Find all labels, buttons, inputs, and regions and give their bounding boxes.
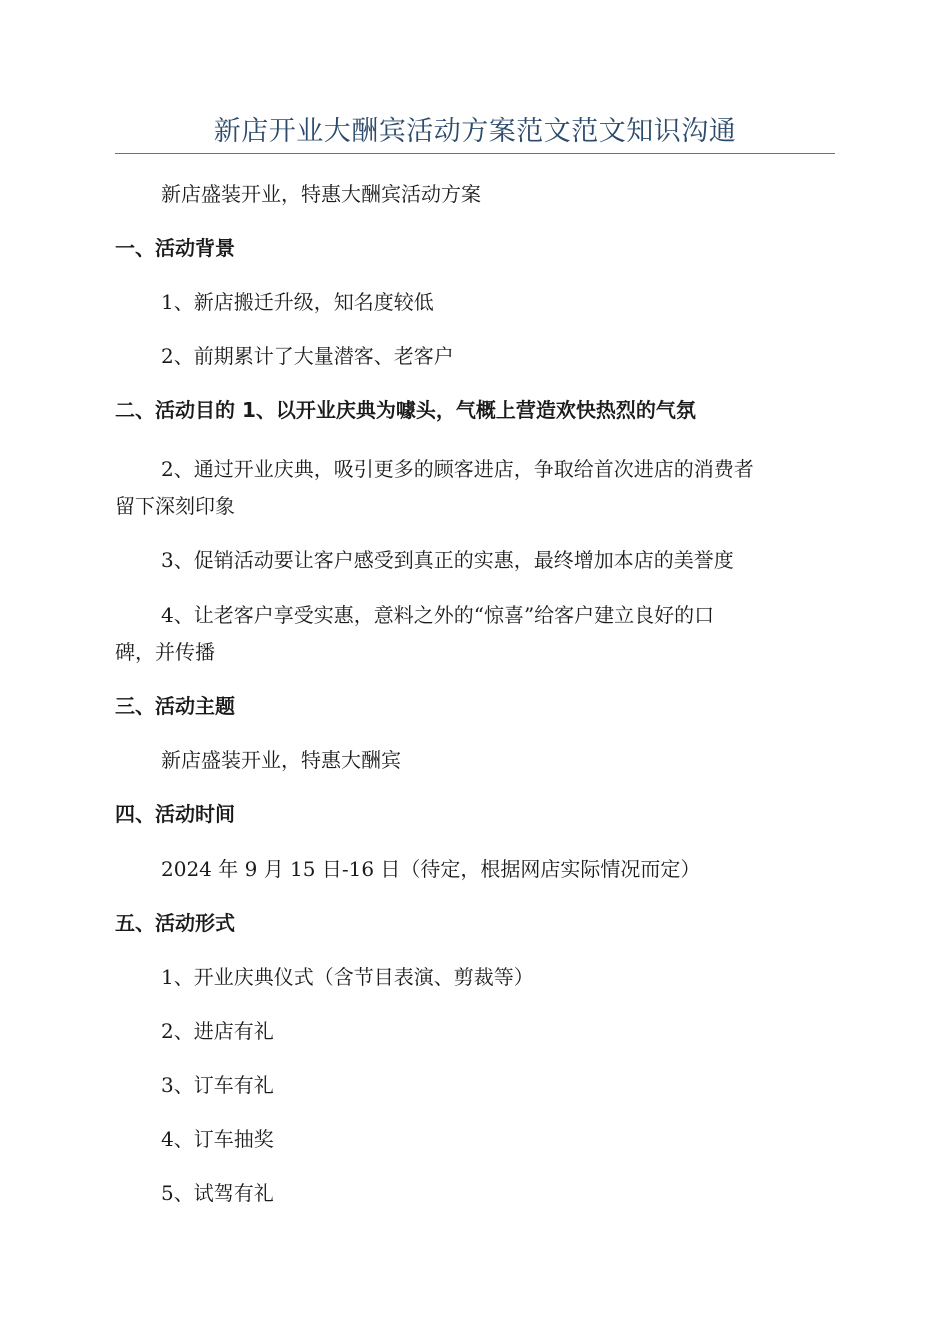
title-underline <box>115 153 835 154</box>
time-text: 2024 年 9 月 15 日-16 日（待定，根据网店实际情况而定） <box>161 857 701 881</box>
section-heading-background: 一、活动背景 <box>115 236 235 260</box>
section-heading-purpose: 二、活动目的 1、以开业庆典为噱头，气概上营造欢快热烈的气氛 <box>115 398 696 422</box>
background-item-2: 2、前期累计了大量潜客、老客户 <box>161 344 454 368</box>
format-item-5: 5、试驾有礼 <box>161 1181 274 1205</box>
format-item-4: 4、订车抽奖 <box>161 1127 274 1151</box>
purpose-item-4-line-2: 碑，并传播 <box>115 640 215 664</box>
purpose-item-3: 3、促销活动要让客户感受到真正的实惠，最终增加本店的美誉度 <box>161 548 734 572</box>
purpose-item-4-line-1: 4、让老客户享受实惠，意料之外的“惊喜”给客户建立良好的口 <box>161 603 715 627</box>
background-item-1: 1、新店搬迁升级，知名度较低 <box>161 290 434 314</box>
purpose-item-2-line-1: 2、通过开业庆典，吸引更多的顾客进店，争取给首次进店的消费者 <box>161 457 754 481</box>
section-heading-format: 五、活动形式 <box>115 911 235 935</box>
document-title: 新店开业大酬宾活动方案范文范文知识沟通 <box>213 116 737 147</box>
format-item-2: 2、进店有礼 <box>161 1019 274 1043</box>
purpose-item-2-line-2: 留下深刻印象 <box>115 494 235 518</box>
section-heading-time: 四、活动时间 <box>115 802 235 826</box>
format-item-1: 1、开业庆典仪式（含节目表演、剪裁等） <box>161 965 534 989</box>
format-item-3: 3、订车有礼 <box>161 1073 274 1097</box>
theme-text: 新店盛装开业，特惠大酬宾 <box>161 748 401 772</box>
document-subtitle: 新店盛装开业，特惠大酬宾活动方案 <box>161 182 481 206</box>
section-heading-theme: 三、活动主题 <box>115 694 235 718</box>
